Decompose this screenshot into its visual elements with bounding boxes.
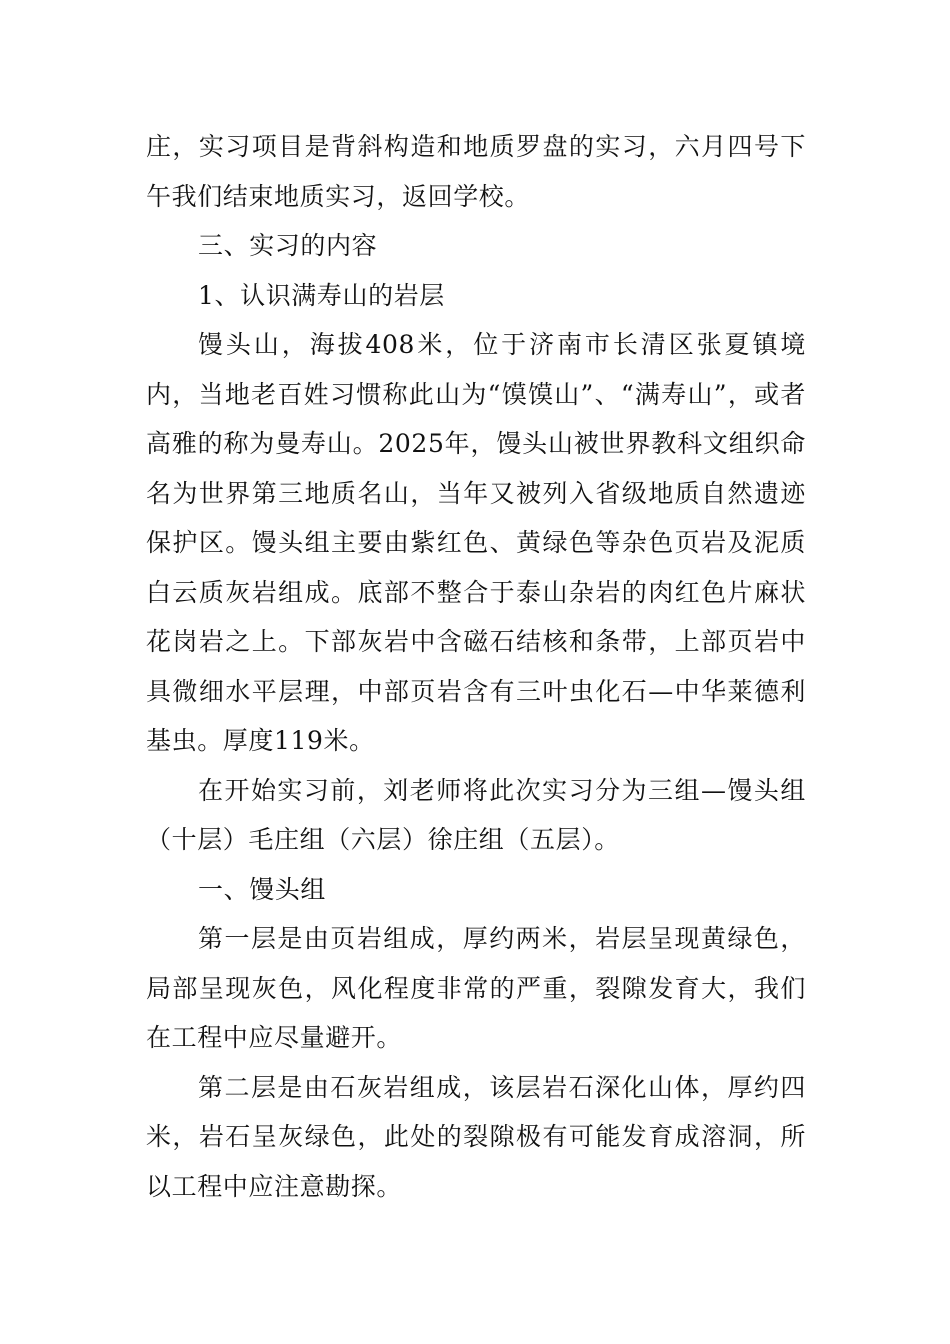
section-heading-mantou-group: 一、馒头组 bbox=[198, 874, 327, 904]
paragraph-mantou-mountain: 馒头山，海拔408米，位于济南市长清区张夏镇境内，当地老百姓习惯称此山为“馍馍山”、“满寿山”，或者高雅的称为曼寿山。2025年，馒头山被世界教科文组织命名为世界第三地质名山，当年又被列入省级地质自然遗迹保护区。馒头组主要由紫红色、黄绿色等杂色页岩及泥质白云质灰岩组成。底部不整合于泰山杂岩的肉红色片麻状花岗岩之上。下部灰岩中含磁石结核和条带，上部页岩中具微细水平层理，中部页岩含有三叶虫化石—中华莱德利基虫。厚度119米。 bbox=[146, 330, 806, 755]
paragraph-layer-one: 第一层是由页岩组成，厚约两米，岩层呈现黄绿色，局部呈现灰色，风化程度非常的严重，裂隙发育大，我们在工程中应尽量避开。 bbox=[146, 924, 806, 1052]
paragraph-groups: 在开始实习前，刘老师将此次实习分为三组—馒头组（十层）毛庄组（六层）徐庄组（五层）。 bbox=[146, 775, 806, 854]
document-body bbox=[146, 122, 806, 1211]
section-heading-content: 三、实习的内容 bbox=[198, 231, 378, 260]
subsection-heading-rock-layers: 1、认识满寿山的岩层 bbox=[198, 280, 445, 310]
paragraph-layer-two: 第二层是由石灰岩组成，该层岩石深化山体，厚约四米，岩石呈灰绿色，此处的裂隙极有可能发育成溶洞，所以工程中应注意勘探。 bbox=[146, 1072, 806, 1201]
paragraph-continuation: 庄，实习项目是背斜构造和地质罗盘的实习，六月四号下午我们结束地质实习，返回学校。 bbox=[146, 132, 806, 211]
